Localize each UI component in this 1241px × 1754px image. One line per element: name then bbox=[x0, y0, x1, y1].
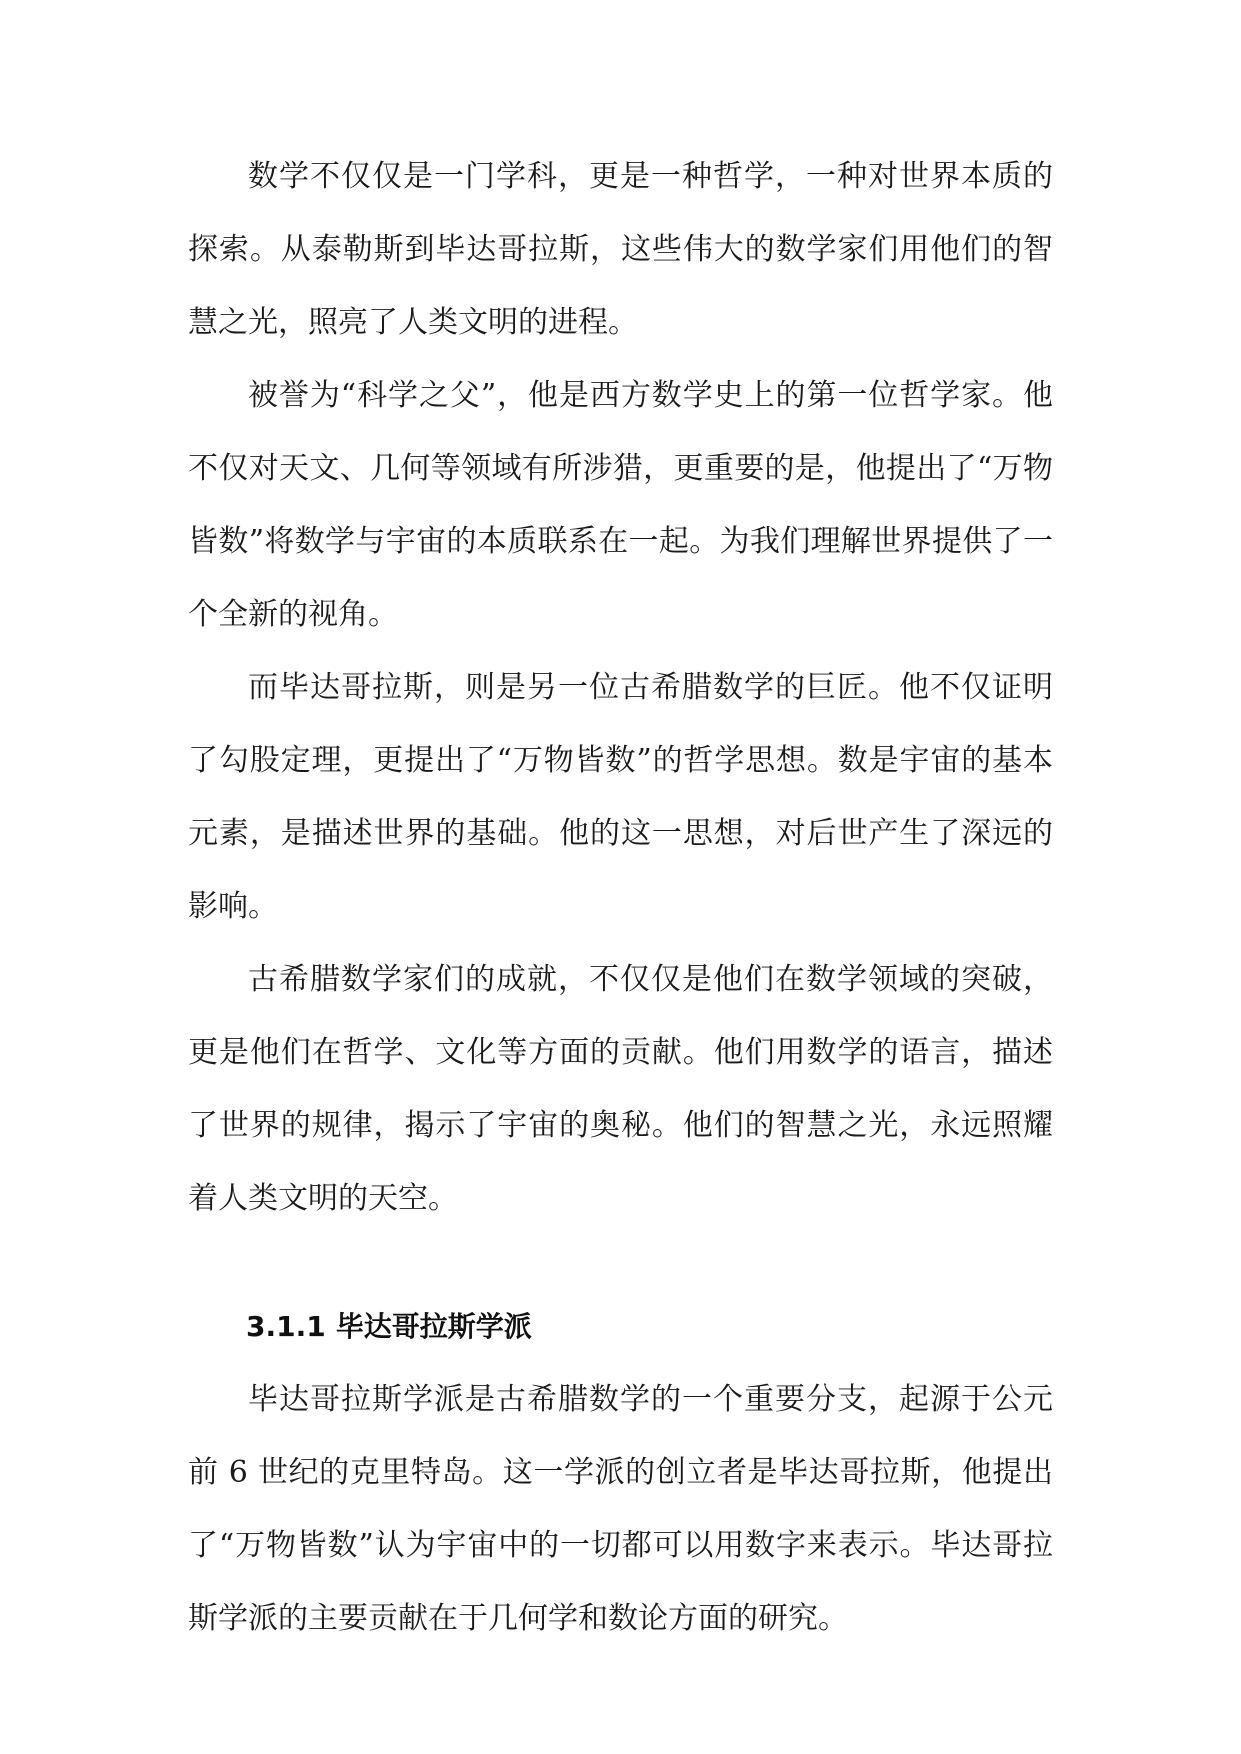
body-paragraph: 数学不仅仅是一门学科，更是一种哲学，一种对世界本质的探索。从泰勒斯到毕达哥拉斯，这些伟大的数学家们用他们的智慧之光，照亮了人类文明的进程。 bbox=[188, 159, 1053, 340]
body-paragraph: 被誉为“科学之父”，他是西方数学史上的第一位哲学家。他不仅对天文、几何等领域有所涉猎，更重要的是，他提出了“万物皆数”将数学与宇宙的本质联系在一起。为我们理解世界提供了一个全新的视角。 bbox=[188, 378, 1053, 632]
body-paragraph: 古希腊数学家们的成就，不仅仅是他们在数学领域的突破，更是他们在哲学、文化等方面的贡献。他们用数学的语言，描述了世界的规律，揭示了宇宙的奥秘。他们的智慧之光，永远照耀着人类文明的天空。 bbox=[188, 962, 1053, 1216]
document-body bbox=[188, 140, 1053, 1655]
body-paragraph: 而毕达哥拉斯，则是另一位古希腊数学的巨匠。他不仅证明了勾股定理，更提出了“万物皆数”的哲学思想。数是宇宙的基本元素，是描述世界的基础。他的这一思想，对后世产生了深远的影响。 bbox=[188, 670, 1053, 924]
section-title: 毕达哥拉斯学派 bbox=[335, 1310, 532, 1343]
section-heading bbox=[188, 1290, 1053, 1363]
section-number: 3.1.1 bbox=[246, 1310, 326, 1343]
body-paragraph: 毕达哥拉斯学派是古希腊数学的一个重要分支，起源于公元前 6 世纪的克里特岛。这一学派的创立者是毕达哥拉斯，他提出了“万物皆数”认为宇宙中的一切都可以用数字来表示。毕达哥拉斯学派的主要贡献在于几何学和数论方面的研究。 bbox=[188, 1382, 1053, 1636]
